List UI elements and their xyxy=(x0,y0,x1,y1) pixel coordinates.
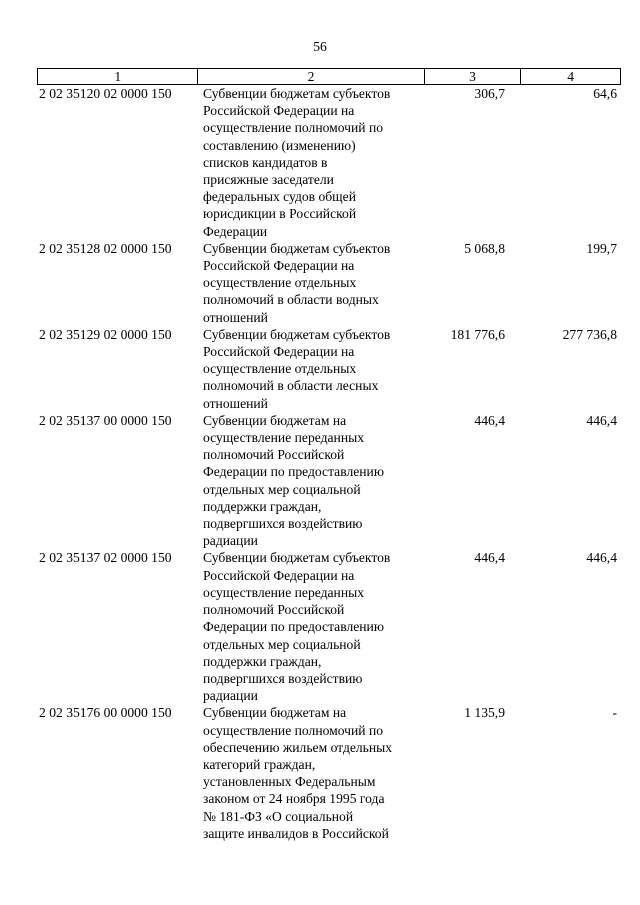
description-line: отношений xyxy=(203,395,268,411)
value-column-4: 446,4 xyxy=(586,550,617,566)
description-line: полномочий Российской xyxy=(203,447,345,463)
description-line: осуществление отдельных xyxy=(203,275,357,291)
budget-code: 2 02 35129 02 0000 150 xyxy=(39,326,172,342)
table-row xyxy=(37,549,621,704)
description-line: категорий граждан, xyxy=(203,756,316,772)
description-line: Российской Федерации на xyxy=(203,567,355,583)
description-line: радиации xyxy=(203,533,258,549)
budget-table xyxy=(37,68,621,842)
column-header-2: 2 xyxy=(197,69,423,84)
table-row xyxy=(37,326,621,412)
description-line: юрисдикции в Российской xyxy=(203,206,357,222)
value-column-4: 199,7 xyxy=(586,240,617,256)
description-line: отношений xyxy=(203,309,268,325)
description xyxy=(197,85,424,240)
value-column-3: 446,4 xyxy=(474,412,505,428)
description-line: Субвенции бюджетам субъектов xyxy=(203,326,391,342)
description-line: установленных Федеральным xyxy=(203,774,376,790)
budget-code: 2 02 35120 02 0000 150 xyxy=(39,86,172,101)
description-line: обеспечению жильем отдельных xyxy=(203,739,393,755)
column-header-4: 4 xyxy=(520,69,620,84)
description-line: Российской Федерации на xyxy=(203,103,355,119)
description-line: подвергшихся воздействию xyxy=(203,670,363,686)
description-line: № 181-ФЗ «О социальной xyxy=(203,808,354,824)
description-line: полномочий в области лесных xyxy=(203,378,379,394)
value-column-4: 64,6 xyxy=(593,86,617,101)
description-line: поддержки граждан, xyxy=(203,498,322,514)
column-header-1: 1 xyxy=(114,69,122,84)
description-line: законом от 24 ноября 1995 года xyxy=(203,791,385,807)
description-line: Субвенции бюджетам субъектов xyxy=(203,86,391,101)
value-column-4: - xyxy=(612,705,617,721)
description-line: осуществление полномочий по xyxy=(203,722,384,738)
description-line: Российской Федерации на xyxy=(203,344,355,360)
description-line: поддержки граждан, xyxy=(203,653,322,669)
table-row xyxy=(37,240,621,326)
description-line: Федерации по предоставлению xyxy=(203,619,384,635)
description-line: составлению (изменению) xyxy=(203,137,356,153)
description-line: Федерации xyxy=(203,223,268,239)
description xyxy=(197,412,424,550)
description xyxy=(197,240,424,326)
description-line: Российской Федерации на xyxy=(203,258,355,274)
table-row xyxy=(37,412,621,550)
description-line: отдельных мер социальной xyxy=(203,481,361,497)
description-line: осуществление переданных xyxy=(203,584,365,600)
value-column-3: 1 135,9 xyxy=(464,705,505,721)
description-line: отдельных мер социальной xyxy=(203,636,361,652)
description-line: Субвенции бюджетам на xyxy=(203,705,347,721)
description xyxy=(197,704,424,842)
description-line: Субвенции бюджетам субъектов xyxy=(203,550,391,566)
description-line: полномочий Российской xyxy=(203,602,345,618)
column-header-3: 3 xyxy=(424,69,521,84)
description-line: осуществление переданных xyxy=(203,430,365,446)
budget-code: 2 02 35176 00 0000 150 xyxy=(39,705,172,721)
description xyxy=(197,326,424,412)
value-column-3: 306,7 xyxy=(474,86,505,101)
table-header xyxy=(37,68,621,85)
page-number: 56 xyxy=(313,39,327,54)
value-column-3: 5 068,8 xyxy=(464,240,505,256)
value-column-3: 181 776,6 xyxy=(450,326,505,342)
description-line: защите инвалидов в Российской xyxy=(203,825,389,841)
description-line: Федерации по предоставлению xyxy=(203,464,384,480)
description-line: полномочий в области водных xyxy=(203,292,379,308)
description-line: подвергшихся воздействию xyxy=(203,516,363,532)
description-line: присяжные заседатели xyxy=(203,172,334,188)
description-line: Субвенции бюджетам на xyxy=(203,412,347,428)
value-column-4: 446,4 xyxy=(586,412,617,428)
value-column-4: 277 736,8 xyxy=(562,326,617,342)
description-line: Субвенции бюджетам субъектов xyxy=(203,240,391,256)
description-line: радиации xyxy=(203,688,258,704)
description-line: осуществление отдельных xyxy=(203,361,357,377)
budget-code: 2 02 35137 00 0000 150 xyxy=(39,412,172,428)
budget-code: 2 02 35128 02 0000 150 xyxy=(39,240,172,256)
budget-code: 2 02 35137 02 0000 150 xyxy=(39,550,172,566)
description-line: осуществление полномочий по xyxy=(203,120,384,136)
value-column-3: 446,4 xyxy=(474,550,505,566)
table-row xyxy=(37,85,621,240)
description-line: списков кандидатов в xyxy=(203,154,328,170)
description xyxy=(197,549,424,704)
table-body xyxy=(37,85,621,842)
table-row xyxy=(37,704,621,842)
description-line: федеральных судов общей xyxy=(203,189,356,205)
